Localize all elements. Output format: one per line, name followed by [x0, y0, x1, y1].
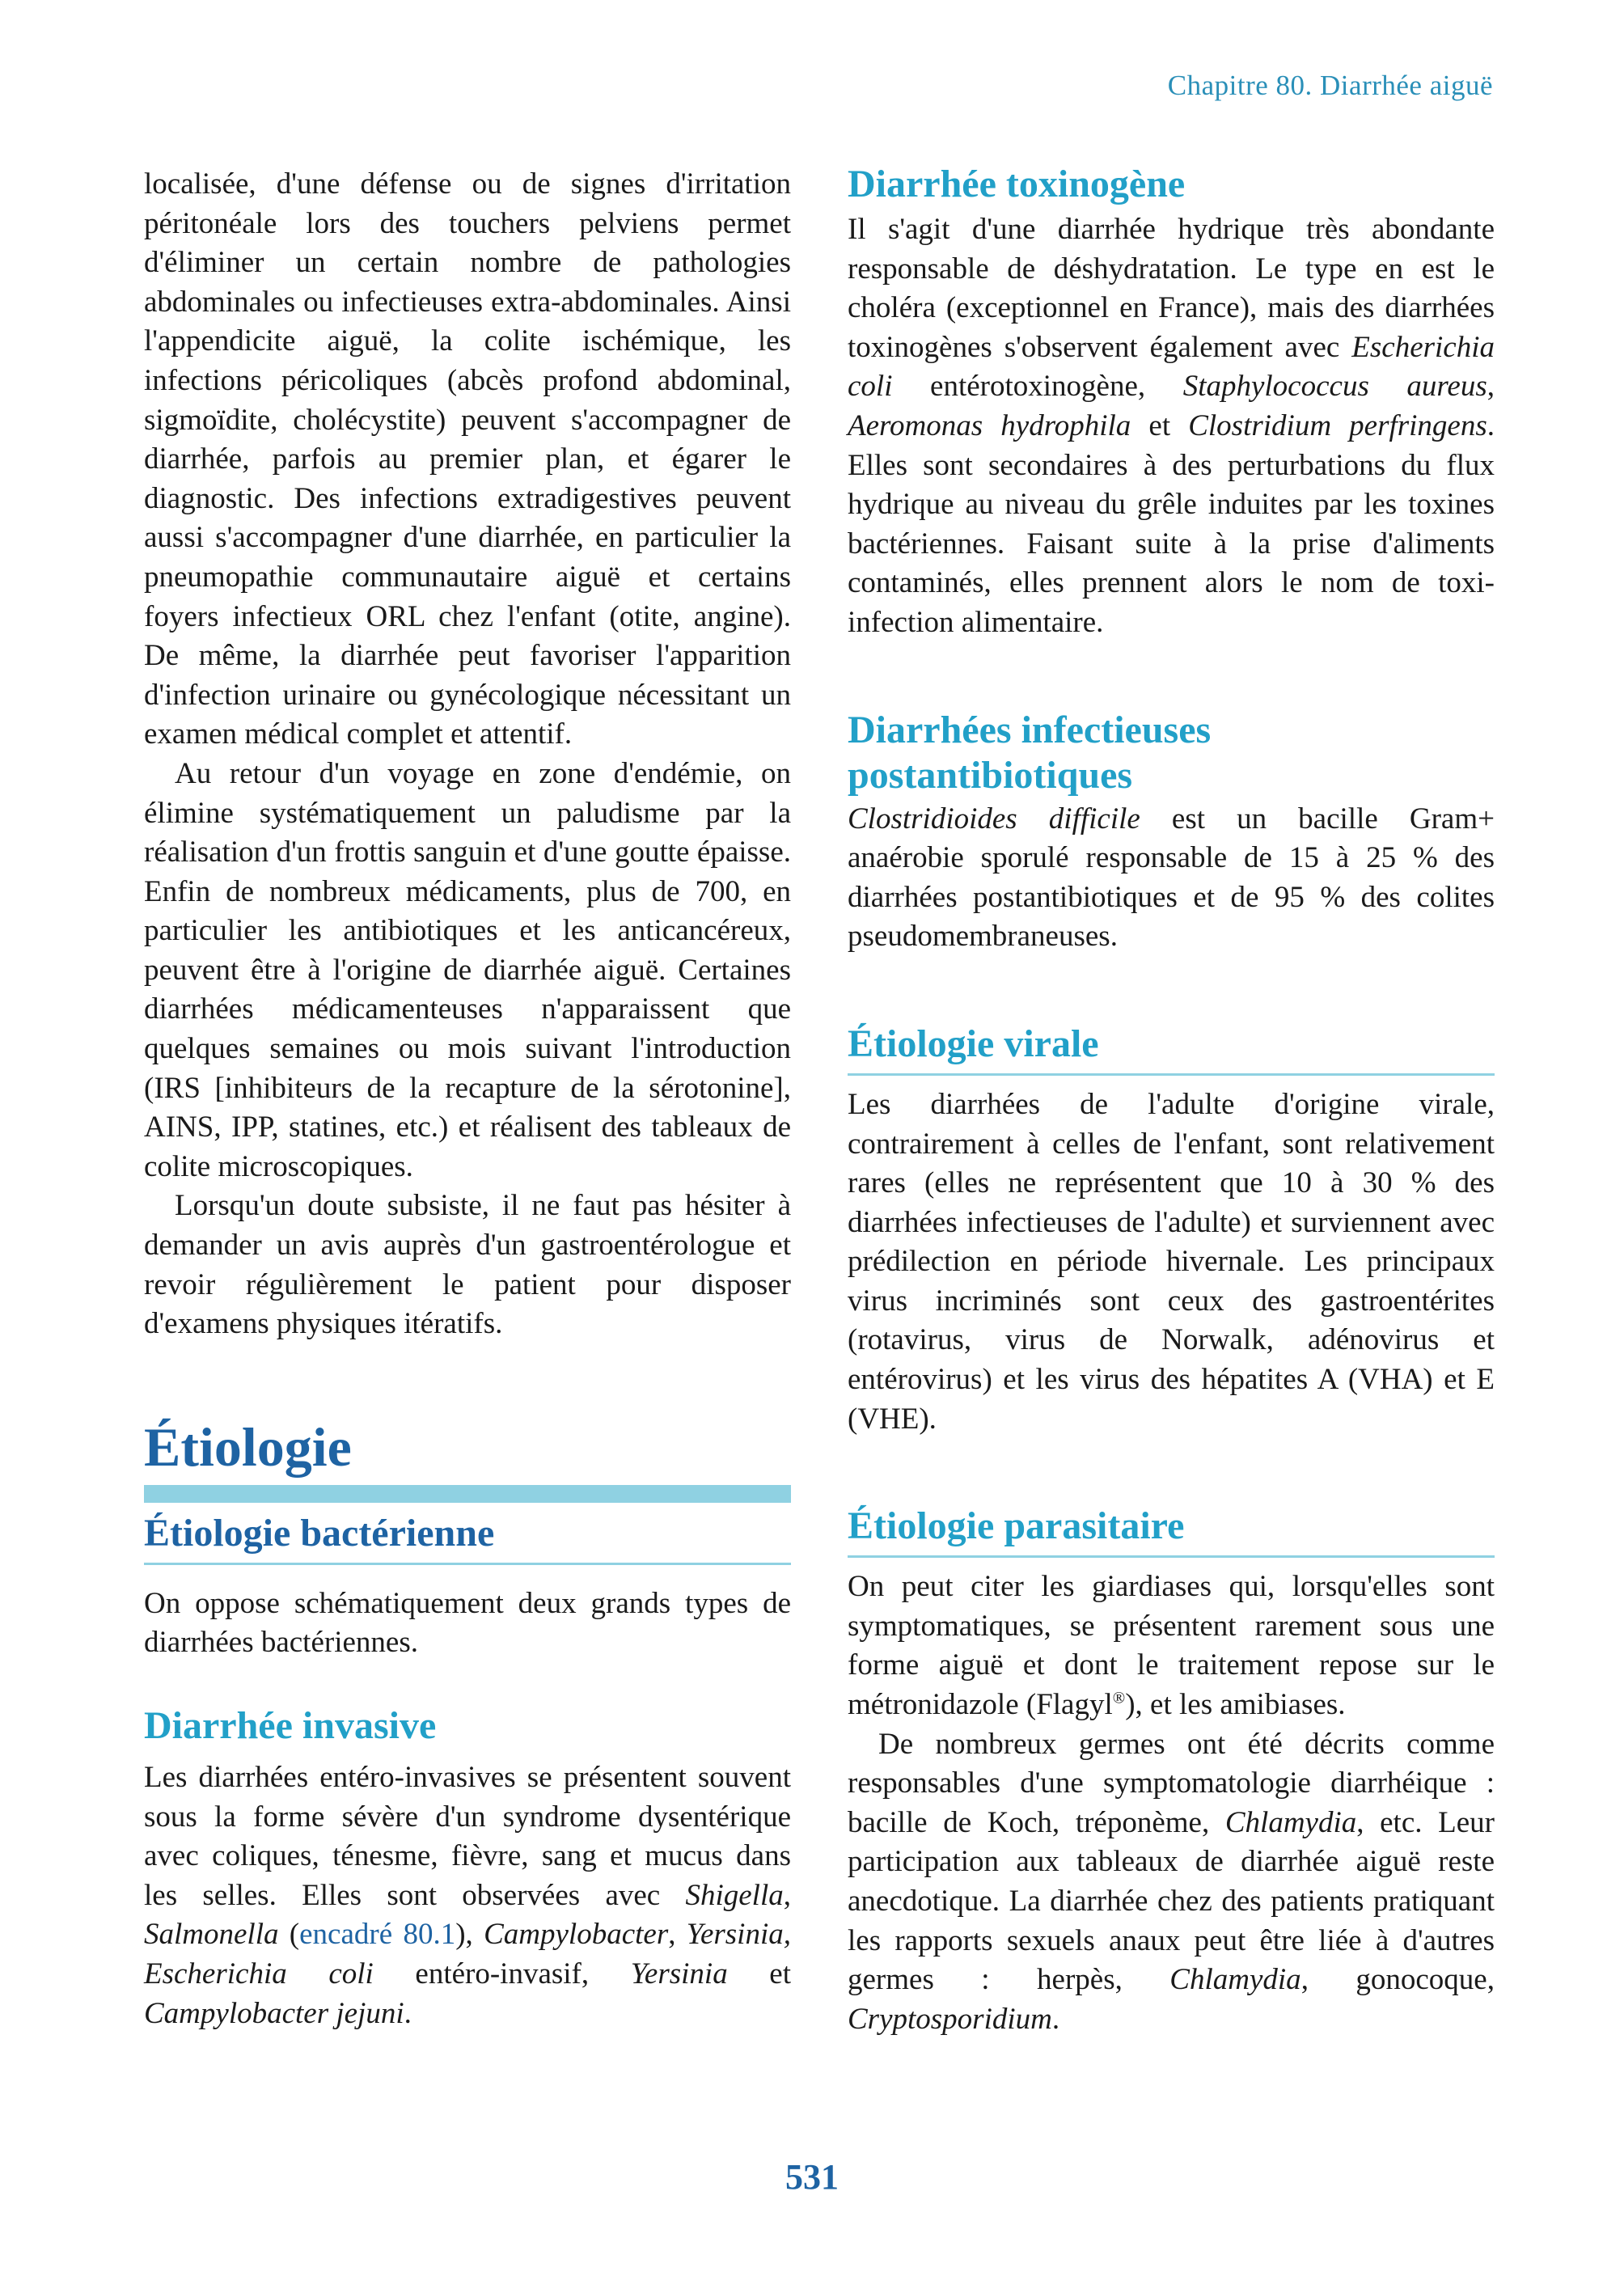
right-column	[848, 165, 1495, 2039]
page-number: 531	[785, 2157, 839, 2197]
heading-etiologie-virale: Étiologie virale	[848, 1022, 1495, 1076]
left-column	[144, 165, 791, 2033]
heading-etiologie-parasitaire: Étiologie parasitaire	[848, 1504, 1495, 1558]
paragraph: Lorsqu'un doute subsiste, il ne faut pas hésiter à demander un avis auprès d'un gastroentérologue et revoir régulièrement le patient pour disposer d'examens physiques itératifs.	[144, 1189, 791, 1341]
paragraph: Au retour d'un voyage en zone d'endémie, on élimine systématiquement un paludisme par la réalisation d'un frottis sanguin et d'une goutte épaisse. Enfin de nombreux médicaments, plus de 700, en particulier les antibiotiques et les anticancéreux, peuvent être à l'origine de diarrhée aiguë. Certaines diarrhées médicamenteuses n'apparaissent que quelques semaines ou mois suivant l'introduction (IRS [inhibiteurs de la recapture de la sérotonine], AINS, IPP, statines, etc.) et réalisent des tableaux de colite microscopiques.	[144, 756, 791, 1183]
section-title-bar	[144, 1485, 791, 1503]
heading-diarrhee-invasive: Diarrhée invasive	[144, 1704, 437, 1747]
running-head: Chapitre 80. Diarrhée aiguë	[1167, 70, 1493, 101]
paragraph: localisée, d'une défense ou de signes d'irritation péritonéale lors des touchers pelviens permet d'éliminer un certain nombre de pathologies abdominales ou infectieuses extra-abdominales. Ainsi l'appendicite aiguë, la colite ischémique, les infections péricoliques (abcès profond abdominal, sigmoïdite, cholécystite) peuvent s'accompagner de diarrhée, parfois au premier plan, et égarer le diagnostic. Des infections extradigestives peuvent aussi s'accompagner d'une diarrhée, en particulier la pneumopathie communautaire aiguë et certains foyers infectieux ORL chez l'enfant (otite, angine). De même, la diarrhée peut favoriser l'apparition d'infection urinaire ou gynécologique nécessitant un examen médical complet et attentif.	[144, 167, 791, 751]
paragraph: On oppose schématiquement deux grands types de diarrhées bactériennes.	[144, 1586, 791, 1660]
paragraph-invasive: Les diarrhées entéro-invasives se présentent souvent sous la forme sévère d'un syndrome dysentérique avec coliques, ténesme, fièvre, sang et mucus dans les selles. Elles sont observées avec Shigella, Salmonella (encadré 80.1), Campylobacter, Yersinia, Escherichia coli entéro-invasif, Yersinia et Campylobacter jejuni.	[144, 1761, 791, 2030]
paragraph-parasitaire: On peut citer les giardiases qui, lorsqu'elles sont symptomatiques, se présentent rarement sous une forme aiguë et dont le traitement repose sur le métronidazole (Flagyl®), et les amibiases.	[848, 1570, 1495, 1722]
heading-postantibiotiques: Diarrhées infectieuses postantibiotiques	[848, 708, 1212, 797]
heading-diarrhee-toxinogene: Diarrhée toxinogène	[848, 163, 1186, 205]
paragraph-toxinogene: Il s'agit d'une diarrhée hydrique très abondante responsable de déshydratation. Le type en est le choléra (exceptionnel en France), mais des diarrhées toxinogènes s'observent également avec Escherichia coli entérotoxinogène, Staphylococcus aureus, Aeromonas hydrophila et Clostridium perfringens. Elles sont secondaires à des perturbations du flux hydrique au niveau du grêle induites par les toxines bactériennes. Faisant suite à la prise d'aliments contaminés, elles prennent alors le nom de toxi-infection alimentaire.	[848, 213, 1495, 639]
subsection-heading-bacterienne: Étiologie bactérienne	[144, 1511, 791, 1565]
encadre-link[interactable]: encadré 80.1	[299, 1918, 456, 1952]
section-title: Étiologie	[144, 1415, 352, 1478]
paragraph-virale: Les diarrhées de l'adulte d'origine virale, contrairement à celles de l'enfant, sont relativement rares (elles ne représentent que 10 à 30 % des diarrhées infectieuses de l'adulte) et surviennent avec prédilection en période hivernale. Les principaux virus incriminés sont ceux des gastroentérites (rotavirus, virus de Norwalk, adénovirus et entérovirus) et les virus des hépatites A (VHA) et E (VHE).	[848, 1087, 1495, 1436]
paragraph-germes: De nombreux germes ont été décrits comme responsables d'une symptomatologie diarrhéique : bacille de Koch, tréponème, Chlamydia, etc. Leur participation aux tableaux de diarrhée aiguë reste anecdotique. La diarrhée chez des patients pratiquant les rapports sexuels anaux peut être liée à d'autres germes : herpès, Chlamydia, gonocoque, Cryptosporidium.	[848, 1727, 1495, 2036]
paragraph-postantibiotiques: Clostridioides difficile est un bacille Gram+ anaérobie sporulé responsable de 15 à 25 % des diarrhées postantibiotiques et de 95 % des colites pseudomembraneuses.	[848, 802, 1495, 954]
